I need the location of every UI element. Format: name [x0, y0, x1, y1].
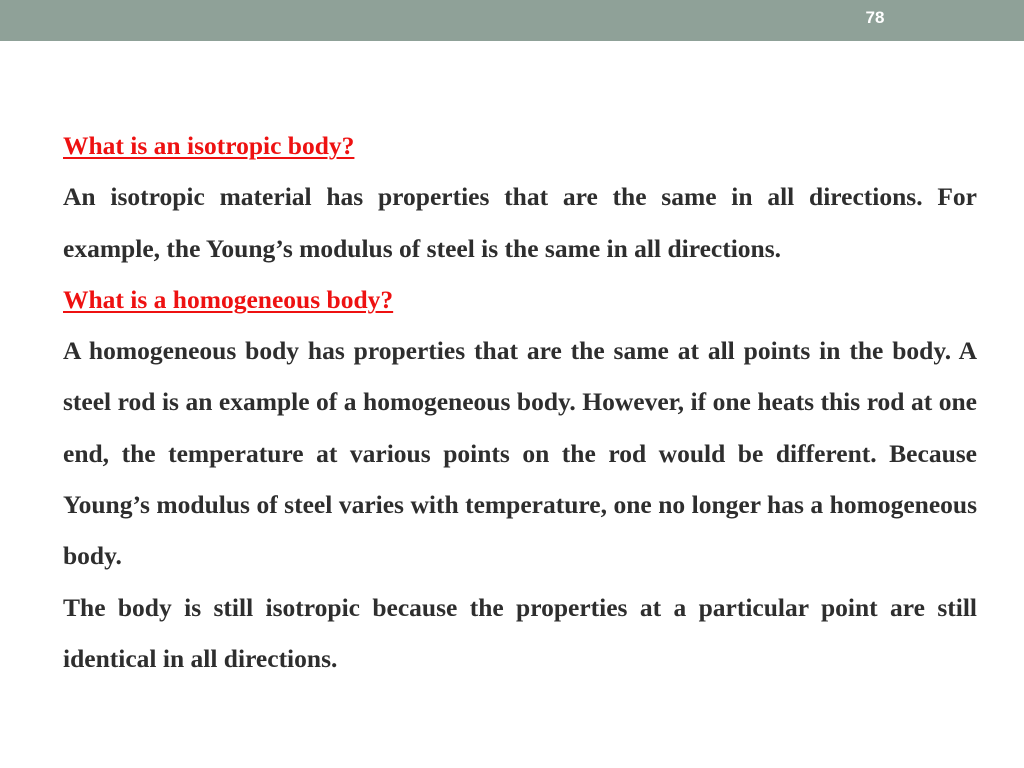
slide-content: [63, 120, 977, 684]
isotropic-paragraph: An isotropic material has properties that are the same in all directions. For example, the Young’s modulus of steel is the same in all directions.: [63, 182, 977, 263]
conclusion-paragraph: The body is still isotropic because the properties at a particular point are still identical in all directions.: [63, 592, 977, 673]
homogeneous-paragraph: A homogeneous body has properties that are the same at all points in the body. A steel rod is an example of a homogeneous body. However, if one heats this rod at one end, the temperature at various points on the rod would be different. Because Young’s modulus of steel varies with temperature, one no longer has a homogeneous body.: [63, 336, 977, 571]
slide-number: 78: [865, 8, 885, 27]
header-bar: [0, 0, 1024, 41]
homogeneous-heading: What is a homogeneous body?: [63, 284, 394, 314]
isotropic-heading: What is an isotropic body?: [63, 131, 355, 160]
